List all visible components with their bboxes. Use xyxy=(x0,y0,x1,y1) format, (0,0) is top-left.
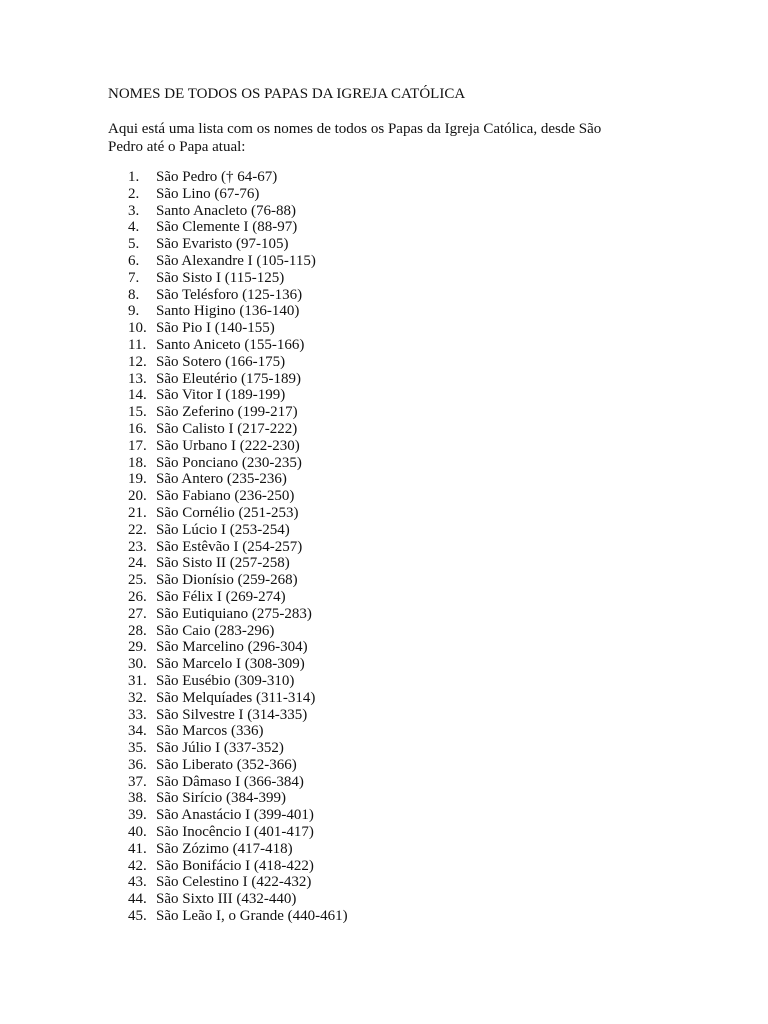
list-item-number: 34. xyxy=(128,723,147,740)
list-item-number: 16. xyxy=(128,420,147,437)
list-item-number: 1. xyxy=(128,169,140,185)
list-item-number: 26. xyxy=(128,588,147,605)
list-item-name: São Vitor I (189-199) xyxy=(156,387,286,404)
list-item-number: 12. xyxy=(128,353,147,370)
list-item-name: São Marcos (336) xyxy=(156,723,264,740)
intro-line: Aqui está uma lista com os nomes de todos os Papas da Igreja Católica, desde São xyxy=(108,121,602,137)
list-item-name: São Calisto I (217-222) xyxy=(156,420,298,437)
list-item-number: 42. xyxy=(128,857,147,874)
list-item-name: Santo Aniceto (155-166) xyxy=(156,336,305,353)
list-item-number: 3. xyxy=(128,202,140,219)
list-item-name: São Inocêncio I (401-417) xyxy=(156,824,314,841)
list-item-number: 32. xyxy=(128,689,147,706)
list-item-number: 2. xyxy=(128,185,140,202)
list-item-name: São Eutiquiano (275-283) xyxy=(156,605,312,622)
list-item-number: 45. xyxy=(128,908,147,925)
list-item-name: São Marcelino (296-304) xyxy=(156,639,308,656)
list-item-name: São Sisto I (115-125) xyxy=(156,269,285,286)
list-item-number: 15. xyxy=(128,404,147,421)
list-item-number: 17. xyxy=(128,437,147,454)
list-item-number: 33. xyxy=(128,706,147,723)
list-item-number: 24. xyxy=(128,555,147,572)
list-item-name: São Cornélio (251-253) xyxy=(156,504,299,521)
list-item-number: 13. xyxy=(128,370,147,387)
intro-line: Pedro até o Papa atual: xyxy=(108,139,246,155)
list-item-name: São Sotero (166-175) xyxy=(156,353,286,370)
list-item-number: 25. xyxy=(128,572,147,589)
list-item-name: São Sisto II (257-258) xyxy=(156,555,290,572)
list-item-name: São Evaristo (97-105) xyxy=(156,236,289,253)
list-item-number: 29. xyxy=(128,639,147,656)
list-item-name: Santo Higino (136-140) xyxy=(156,303,300,320)
list-item-number: 11. xyxy=(128,336,147,353)
list-item-number: 35. xyxy=(128,740,147,757)
intro-paragraph xyxy=(108,120,648,156)
list-item-name: São Dionísio (259-268) xyxy=(156,572,298,589)
list-item-name: Santo Anacleto (76-88) xyxy=(156,202,296,219)
list-item-number: 10. xyxy=(128,320,147,337)
list-item-name: São Urbano I (222-230) xyxy=(156,437,300,454)
list-item-name: São Eusébio (309-310) xyxy=(156,672,295,689)
list-item-number: 18. xyxy=(128,454,147,471)
list-item-name: São Melquíades (311-314) xyxy=(156,689,316,706)
list-item-name: São Clemente I (88-97) xyxy=(156,219,298,236)
list-item-number: 21. xyxy=(128,504,147,521)
document-title: NOMES DE TODOS OS PAPAS DA IGREJA CATÓLICA xyxy=(108,86,466,102)
list-item-name: São Leão I, o Grande (440-461) xyxy=(156,908,348,925)
list-item-name: São Lúcio I (253-254) xyxy=(156,521,290,538)
list-item-number: 40. xyxy=(128,824,147,841)
list-item-number: 31. xyxy=(128,672,147,689)
list-item-number: 36. xyxy=(128,756,147,773)
list-item-number: 38. xyxy=(128,790,147,807)
list-item-number: 41. xyxy=(128,840,147,857)
list-item-number: 8. xyxy=(128,286,140,303)
list-item-number: 20. xyxy=(128,488,147,505)
list-item-number: 7. xyxy=(128,269,140,286)
list-item-number: 14. xyxy=(128,387,147,404)
list-item-name: São Estêvão I (254-257) xyxy=(156,538,303,555)
list-item-name: São Silvestre I (314-335) xyxy=(156,706,308,723)
list-item-name: São Félix I (269-274) xyxy=(156,588,286,605)
list-item-number: 39. xyxy=(128,807,147,824)
list-item-number: 43. xyxy=(128,874,147,891)
list-item-name: São Celestino I (422-432) xyxy=(156,874,312,891)
list-item-number: 6. xyxy=(128,252,140,269)
list-item-number: 4. xyxy=(128,219,140,236)
list-item-number: 27. xyxy=(128,605,147,622)
list-item-number: 22. xyxy=(128,521,147,538)
list-item-name: São Marcelo I (308-309) xyxy=(156,656,305,673)
list-item-name: São Fabiano (236-250) xyxy=(156,488,295,505)
list-item-number: 30. xyxy=(128,656,147,673)
list-item-number: 5. xyxy=(128,236,140,253)
list-item-number: 44. xyxy=(128,891,147,908)
list-item-number: 28. xyxy=(128,622,147,639)
list-item-number: 19. xyxy=(128,471,147,488)
list-item-name: São Pio I (140-155) xyxy=(156,320,275,337)
list-item-name: São Anastácio I (399-401) xyxy=(156,807,314,824)
list-item-number: 23. xyxy=(128,538,147,555)
list-item-name: São Caio (283-296) xyxy=(156,622,275,639)
list-item-name: São Antero (235-236) xyxy=(156,471,287,488)
list-item-name: São Júlio I (337-352) xyxy=(156,740,284,757)
list-item-number: 9. xyxy=(128,303,140,320)
list-item-name: São Ponciano (230-235) xyxy=(156,454,302,471)
list-item-name: São Bonifácio I (418-422) xyxy=(156,857,314,874)
list-item-name: São Telésforo (125-136) xyxy=(156,286,303,303)
list-item-name: São Liberato (352-366) xyxy=(156,756,297,773)
list-item-name: São Eleutério (175-189) xyxy=(156,370,301,387)
list-item-name: São Pedro († 64-67) xyxy=(156,169,278,185)
list-item-name: São Zeferino (199-217) xyxy=(156,404,298,421)
list-item-name: São Dâmaso I (366-384) xyxy=(156,773,304,790)
list-item-number: 37. xyxy=(128,773,147,790)
list-item-name: São Lino (67-76) xyxy=(156,185,260,202)
list-item-name: São Sirício (384-399) xyxy=(156,790,286,807)
list-item-name: São Sixto III (432-440) xyxy=(156,891,297,908)
list-item-name: São Zózimo (417-418) xyxy=(156,840,293,857)
list-item-name: São Alexandre I (105-115) xyxy=(156,252,316,269)
